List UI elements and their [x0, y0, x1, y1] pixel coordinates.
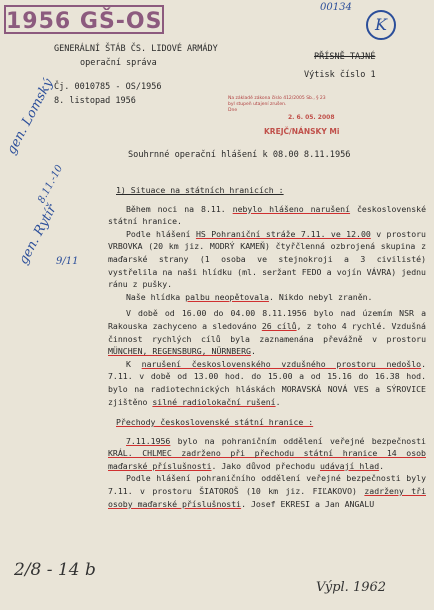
- corner-handwritten-number: 00134: [320, 2, 352, 13]
- declassification-note: Na základě zákona číslo 412/2005 Sb., § 23 byl stupeň utajení zrušen. Dne: [228, 96, 326, 113]
- handwritten-archive-ref: 2/8 - 14 b: [14, 560, 96, 580]
- declassification-date: 2. 6. 05. 2008: [288, 114, 335, 121]
- paragraph-siatoros: Podle hlášení pohraničního oddělení veřejné bezpečnosti byly 7.11. v prostoru ŠIATOROŠ (10 km jiz. FIĽAKOVO) zadrženy tři osoby maďarské příslušnosti. Josef EKRESI a Jan ANGALU: [108, 473, 426, 509]
- paragraph-radar-jamming: K narušení československého vzdušného prostoru nedošlo. 7.11. v době od 13.00 hod. do 15.00 a od 15.16 do 16.38 hod. bylo na radiotechnických hláskách MORAVSKÁ NOVÁ VES a SÝROVICE zjištěno silné radiolokační rušení.: [108, 358, 427, 407]
- handwritten-note-3: gen. Rytíř: [16, 202, 60, 268]
- copy-number-label: Výtisk číslo 1: [304, 70, 376, 80]
- reference-number: Čj. 0010785 - OS/1956: [54, 82, 162, 92]
- declassification-signature: KREJČ/NÁNSKY Mi: [264, 127, 340, 136]
- paragraph-kral-chlmec: 7.11.1956 bylo na pohraničním oddělení veřejné bezpečnosti KRÁL. CHLMEC zadrženo při přechodu státní hranice 14 osob maďarské příslušnosti. Jako důvod přechodu udávají hlad.: [108, 435, 426, 471]
- classification-label: PŘÍSNĚ TAJNÉ: [314, 52, 376, 62]
- document-date: 8. listopad 1956: [54, 96, 136, 106]
- handwritten-note-2: 8.11.-10: [36, 163, 66, 206]
- circled-letter-mark: K: [366, 10, 396, 40]
- handwritten-note-1: gen. Lomský: [4, 76, 57, 158]
- report-title: Souhrnné operační hlášení k 08.00 8.11.1956: [128, 150, 351, 160]
- archive-stamp: 1956 GŠ-OS: [4, 5, 164, 34]
- paragraph-air-targets: V době od 16.00 do 04.00 8.11.1956 bylo nad územím NSR a Rakouska zachyceno a sledováno 26 cílů, z toho 4 rychlé. Vzdušná činnost rychlých cílů byla zaznamenána převážně v prostoru MÜNCHEN, REGENSBURG, NÜRNBERG.: [108, 308, 426, 357]
- paragraph-no-violation: Během noci na 8.11. nebylo hlášeno narušení československé státní hranice.: [108, 203, 426, 227]
- section2-heading: Přechody československé státní hranice :: [116, 417, 314, 428]
- paragraph-patrol-response: Naše hlídka palbu neopětovala. Nikdo nebyl zraněn.: [126, 291, 373, 302]
- paragraph-vrbovka-incident: Podle hlášení HS Pohraniční stráže 7.11. ve 12.00 v prostoru VRBOVKA (20 km jiz. MODRÝ KAMEŇ) čtyřčlenná ozbrojená skupina z maďarské strany (1 osoba ve stejnokroji a 3 civilisté) vystřelila na naši hlídku (ml. seržant FEDO a vojín VÁVRA) jednu ránu z pušky.: [108, 228, 426, 290]
- org-name-line1: GENERÁLNÍ ŠTÁB ČS. LIDOVÉ ARMÁDY: [54, 44, 218, 54]
- org-name-line2: operační správa: [80, 58, 157, 68]
- section-border-situation: [108, 184, 426, 510]
- section1-heading: 1) Situace na státních hranicích :: [116, 185, 284, 195]
- handwritten-note-4: 9/11: [56, 256, 79, 267]
- handwritten-copy-note: Výpl. 1962: [316, 580, 387, 595]
